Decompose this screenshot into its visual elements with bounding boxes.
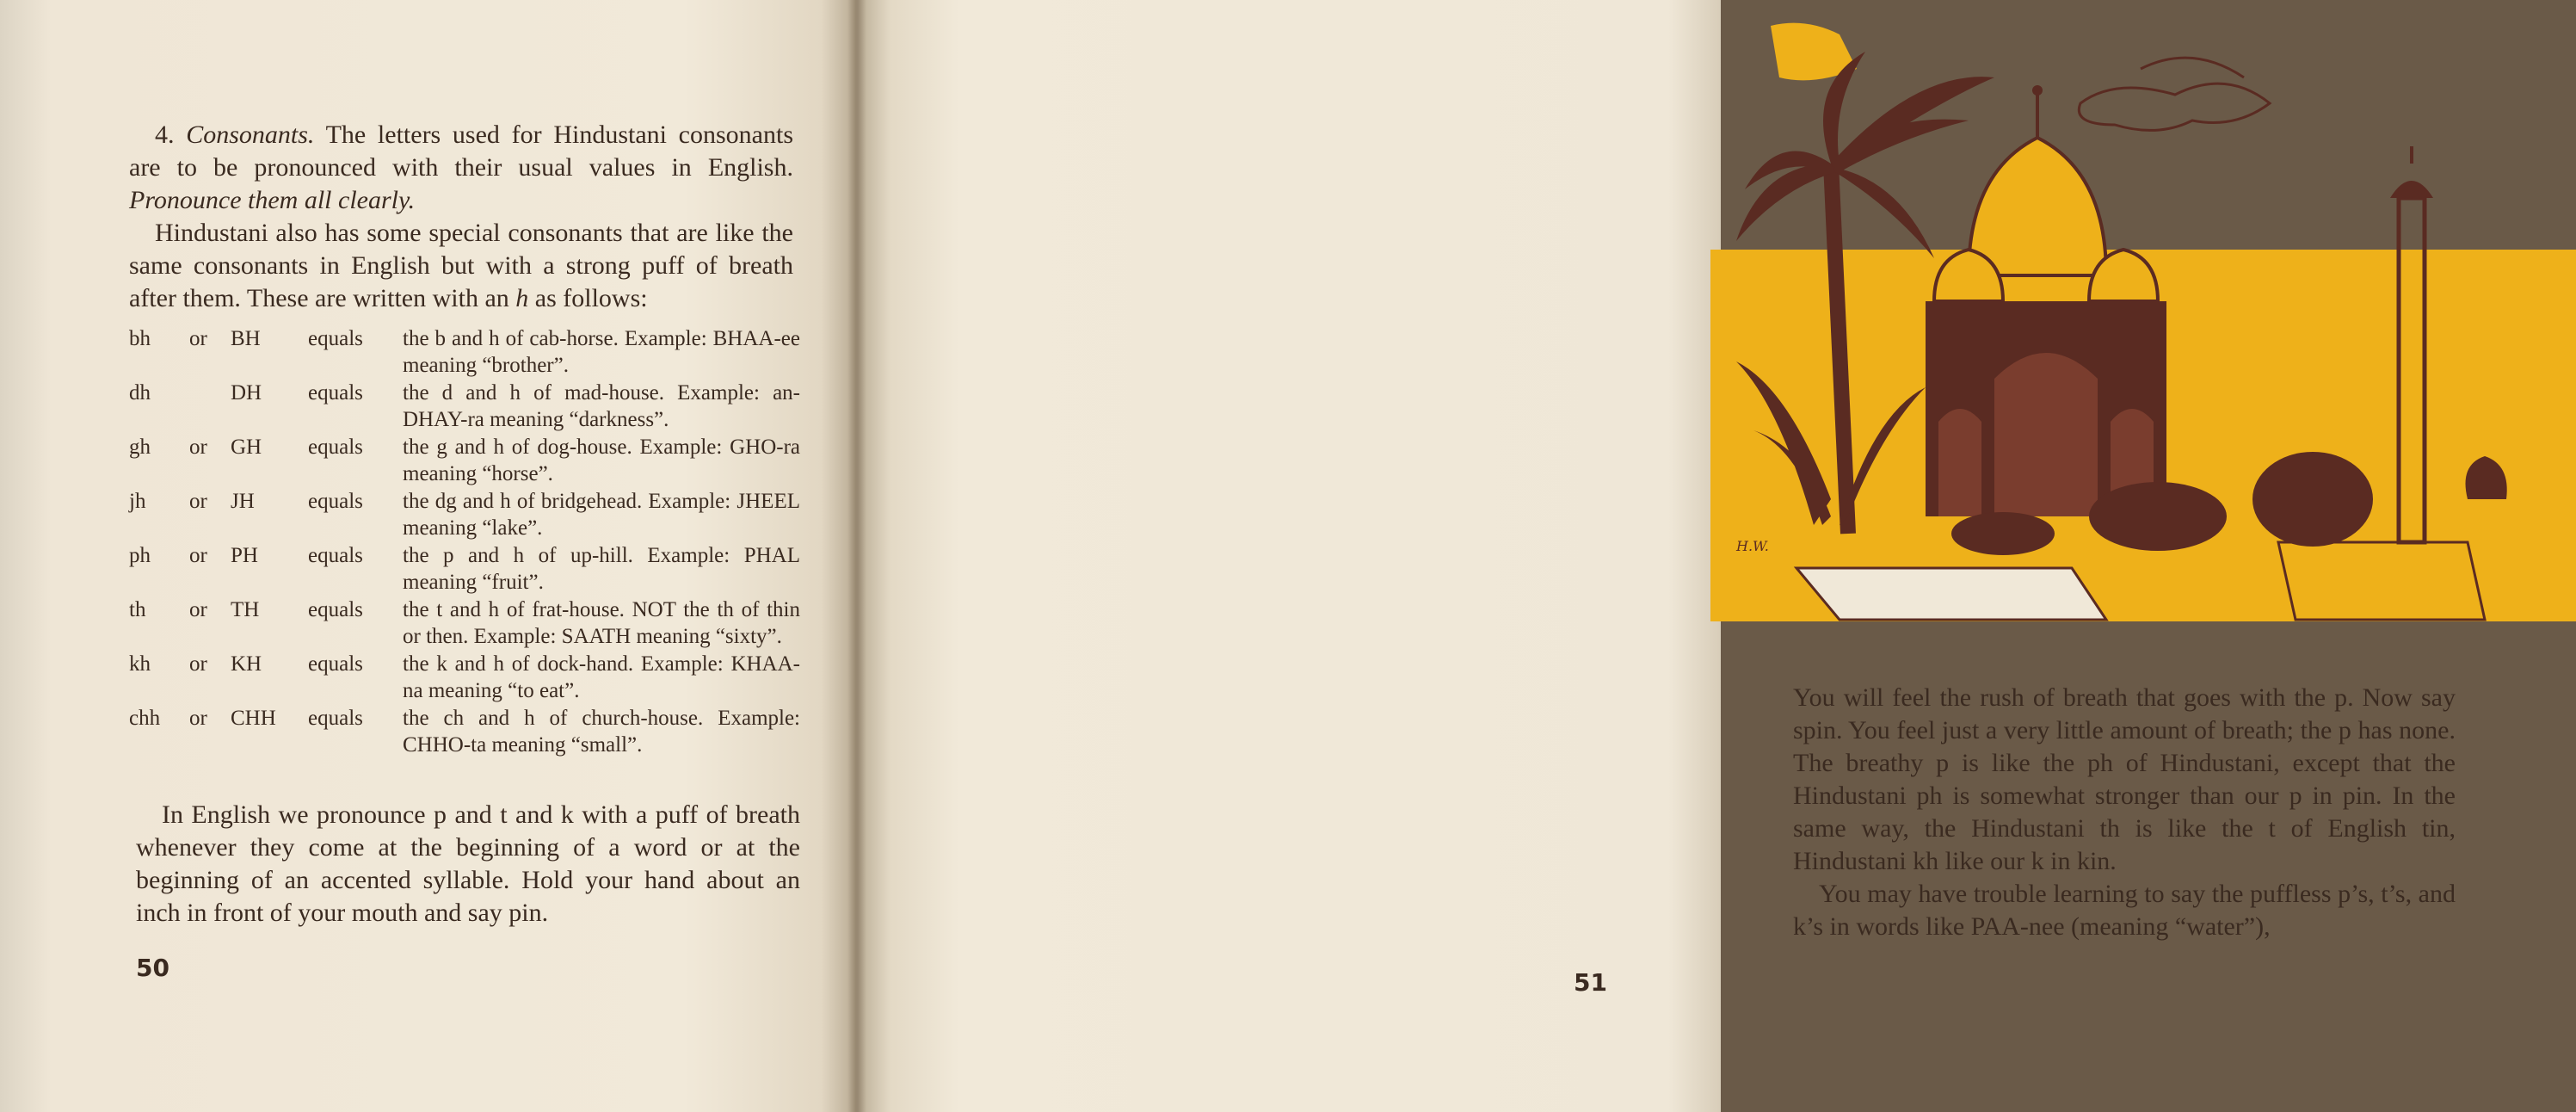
left-bottom-text <box>136 799 800 930</box>
puffless-paragraph: You may have trouble learning to say the puffless p’s, t’s, and k’s in words like PAA-nee (meaning “water”), <box>1793 880 2456 941</box>
finial-crescent <box>2032 85 2043 96</box>
rush-of-breath-paragraph: You will feel the rush of breath that goes with the p. Now say spin. You feel just a very little amount of breath; the p has none. The breathy p is like the ph of Hindustani, except that the Hindustani ph is somewhat stronger than our p in pin. In the same way, the Hindustani th is like the t of English tin, Hindustani kh like our k in kin. <box>1793 683 2456 875</box>
pronounce-clearly-text: Pronounce them all clearly. <box>129 186 416 214</box>
or-word: or <box>189 490 207 513</box>
equals-word: equals <box>308 490 363 513</box>
equals-word: equals <box>308 707 363 730</box>
lowercase-consonant: jh <box>129 490 146 513</box>
uppercase-consonant: KH <box>231 652 262 676</box>
as-follows-text: as follows: <box>528 284 648 312</box>
page-number-right: 51 <box>1574 968 1607 997</box>
consonant-row <box>129 542 800 596</box>
main-dome <box>1969 138 2106 275</box>
consonants-text: The letters used for Hindustani consonants are to be pronounced with their usual values in English. <box>129 120 793 182</box>
bush-left <box>1951 512 2055 555</box>
consonant-table <box>129 325 800 759</box>
cloud-outline <box>2079 83 2270 130</box>
consonant-row <box>129 325 800 380</box>
or-word <box>189 380 231 434</box>
consonant-description: the p and h of up-hill. Example: PHAL meaning “fruit”. <box>403 544 800 594</box>
lowercase-consonant: ph <box>129 544 151 567</box>
consonants-paragraph <box>129 119 793 217</box>
right-text <box>1793 682 2456 943</box>
book-gutter <box>847 0 866 1112</box>
right-page <box>855 0 2456 1112</box>
equals-word: equals <box>308 598 363 621</box>
minaret-cap <box>2390 181 2433 198</box>
uppercase-consonant: DH <box>231 381 262 405</box>
lowercase-consonant: kh <box>129 652 151 676</box>
consonant-description: the ch and h of church-house. Example: CHHO-ta meaning “small”. <box>403 707 800 757</box>
uppercase-consonant: JH <box>231 490 255 513</box>
equals-word: equals <box>308 544 363 567</box>
bush-right <box>2252 452 2373 547</box>
consonant-row <box>129 651 800 705</box>
or-word: or <box>189 544 207 567</box>
consonant-row <box>129 705 800 759</box>
lowercase-consonant: chh <box>129 707 161 730</box>
consonant-description: the dg and h of bridgehead. Example: JHEEL meaning “lake”. <box>403 490 800 540</box>
special-consonants-paragraph <box>129 217 793 315</box>
consonant-row <box>129 380 800 434</box>
lowercase-consonant: th <box>129 598 146 621</box>
consonant-row <box>129 434 800 488</box>
left-intro-text <box>129 119 793 315</box>
consonant-description: the t and h of frat-house. NOT the th of thin or then. Example: SAATH meaning “sixty”. <box>403 598 800 648</box>
lowercase-consonant: dh <box>129 381 151 405</box>
consonant-description: the b and h of cab-horse. Example: BHAA-ee meaning “brother”. <box>403 327 800 377</box>
section-number: 4. <box>155 120 187 149</box>
or-word: or <box>189 598 207 621</box>
bush-center <box>2089 482 2227 551</box>
lowercase-consonant: bh <box>129 327 151 350</box>
special-consonants-text: Hindustani also has some special consonants that are like the same consonants in English but with a strong puff of breath after them. These are written with an <box>129 219 793 312</box>
uppercase-consonant: BH <box>231 327 261 350</box>
equals-word: equals <box>308 381 363 405</box>
side-arch-left <box>1938 409 1981 516</box>
taj-mahal-illustration <box>1710 17 2576 637</box>
page-number-left: 50 <box>136 954 169 982</box>
consonant-row <box>129 596 800 651</box>
equals-word: equals <box>308 652 363 676</box>
uppercase-consonant: PH <box>231 544 258 567</box>
uppercase-consonant: GH <box>231 436 262 459</box>
or-word: or <box>189 327 207 350</box>
or-word: or <box>189 652 207 676</box>
equals-word: equals <box>308 327 363 350</box>
consonant-description: the g and h of dog-house. Example: GHO-ra meaning “horse”. <box>403 436 800 485</box>
cloud-curl <box>2141 58 2244 77</box>
consonant-row <box>129 488 800 542</box>
h-letter: h <box>515 284 529 312</box>
uppercase-consonant: CHH <box>231 707 276 730</box>
section-heading: Consonants. <box>186 120 315 149</box>
uppercase-consonant: TH <box>231 598 260 621</box>
lowercase-consonant: gh <box>129 436 151 459</box>
or-word: or <box>189 436 207 459</box>
puff-paragraph: In English we pronounce p and t and k with a puff of breath whenever they come at the beginning of a word or at the beginning of an accented syllable. Hold your hand about an inch in front of your mouth and say pin. <box>136 800 800 927</box>
consonant-description: the k and h of dock-hand. Example: KHAA-na meaning “to eat”. <box>403 652 800 702</box>
reflecting-pool <box>1796 568 2106 620</box>
main-arch <box>1994 353 2098 516</box>
equals-word: equals <box>308 436 363 459</box>
or-word: or <box>189 707 207 730</box>
left-page <box>0 0 855 1112</box>
palm-fronds <box>1736 52 1994 258</box>
consonant-description: the d and h of mad-house. Example: an-DHAY-ra meaning “darkness”. <box>403 381 800 431</box>
artist-signature: H.W. <box>1736 538 1769 554</box>
